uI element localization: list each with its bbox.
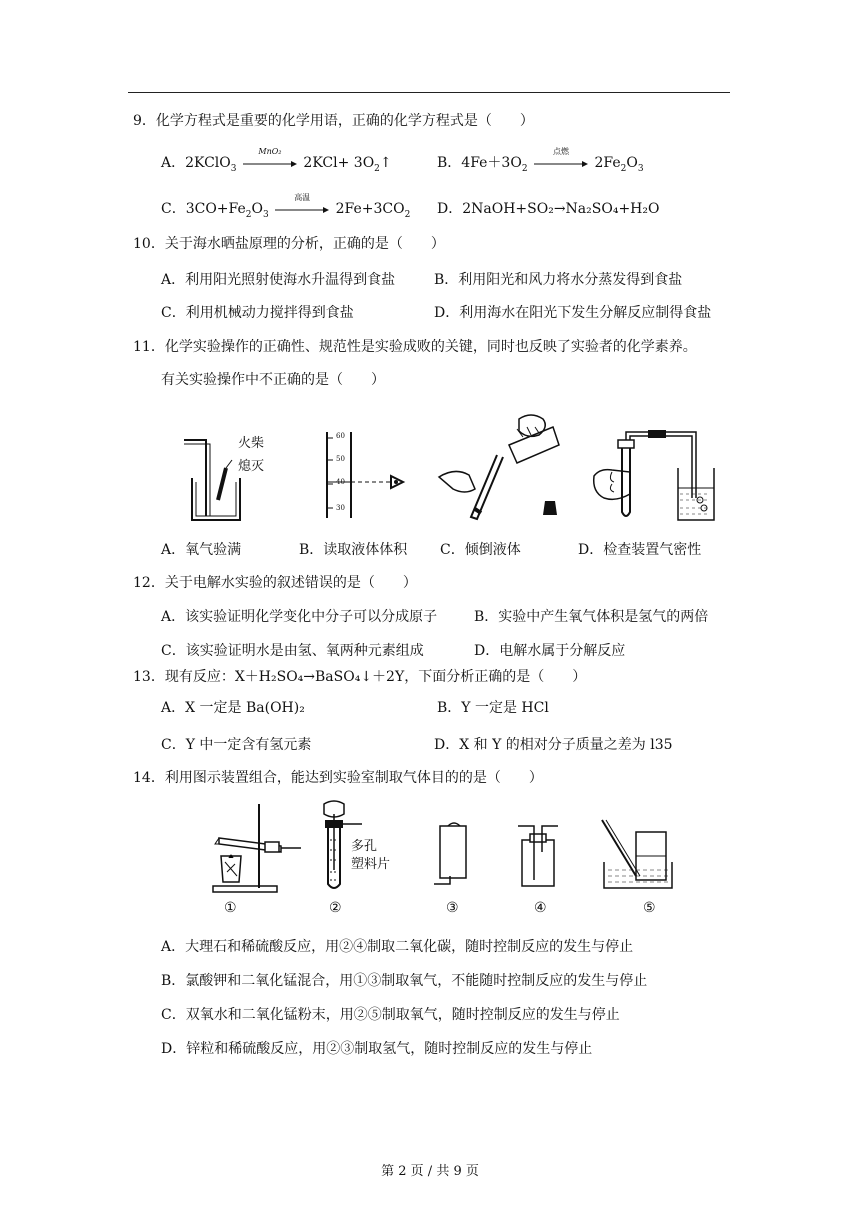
q14-option-d: D．锌粒和稀硫酸反应，用②③制取氢气，随时控制反应的发生与停止 (161, 1041, 593, 1057)
q10-option-b: B．利用阳光和风力将水分蒸发得到食盐 (434, 272, 683, 288)
match-label: 火柴 (238, 436, 265, 451)
q13-option-b: B．Y 一定是 HCl (437, 700, 549, 716)
apparatus-3-figure (430, 822, 480, 892)
q11-stem-line2: 有关实验操作中不正确的是（ ） (161, 372, 385, 388)
header-rule (128, 92, 730, 93)
tick-60: 60 (336, 432, 345, 440)
apparatus-num-4: ④ (534, 900, 547, 916)
q9-option-a: A．2KClO$_3$ MnO₂ $2KCl+ 3O_2↑$ (161, 147, 392, 174)
apparatus-num-3: ③ (446, 900, 459, 916)
q11-option-d: D．检查装置气密性 (578, 542, 702, 558)
q12-option-b: B．实验中产生氧气体积是氢气的两倍 (474, 609, 709, 625)
apparatus-1-figure (205, 800, 305, 896)
q12-stem: 12．关于电解水实验的叙述错误的是（ ） (133, 575, 417, 591)
q10-option-d: D．利用海水在阳光下发生分解反应制得食盐 (434, 305, 712, 321)
page-footer: 第 2 页 / 共 9 页 (381, 1164, 479, 1179)
q9-option-c: C．$3CO+Fe_2O_3$ 高温 $2Fe+3CO_2$ (161, 193, 411, 220)
q10-stem: 10．关于海水晒盐原理的分析，正确的是（ ） (133, 236, 445, 252)
apparatus-4-figure (512, 822, 568, 892)
q11-option-a: A．氧气验满 (161, 542, 242, 558)
apparatus-5-figure (598, 818, 678, 892)
tick-40: 40 (336, 478, 345, 486)
apparatus-num-5: ⑤ (643, 900, 656, 916)
q13-option-a: A．X 一定是 Ba(OH)₂ (161, 700, 305, 716)
pouring-liquid-figure (435, 405, 565, 525)
q14-option-b: B．氯酸钾和二氧化锰混合，用①③制取氧气，不能随时控制反应的发生与停止 (161, 973, 648, 989)
q14-option-a: A．大理石和稀硫酸反应，用②④制取二氧化碳，随时控制反应的发生与停止 (161, 939, 634, 955)
q10-option-a: A．利用阳光照射使海水升温得到食盐 (161, 272, 396, 288)
q13-stem: 13．现有反应：X＋H₂SO₄→BaSO₄↓＋2Y，下面分析正确的是（ ） (133, 669, 587, 685)
q12-option-a: A．该实验证明化学变化中分子可以分成原子 (161, 609, 438, 625)
q9-option-d: D．2NaOH+SO₂→Na₂SO₄+H₂O (437, 201, 660, 217)
reaction-arrow: 高温 (275, 201, 329, 215)
q13-option-d: D．X 和 Y 的相对分子质量之差为 l35 (434, 737, 673, 753)
apparatus-num-2: ② (329, 900, 342, 916)
tick-30: 30 (336, 504, 345, 512)
q9-option-b: B．$4Fe+3O_2$ 点燃 $2Fe_2O_3$ (437, 147, 644, 174)
q14-stem: 14．利用图示装置组合，能达到实验室制取气体目的的是（ ） (133, 770, 543, 786)
q13-option-c: C．Y 中一定含有氢元素 (161, 737, 312, 753)
apparatus-num-1: ① (224, 900, 237, 916)
q12-option-d: D．电解水属于分解反应 (474, 643, 626, 659)
q11-option-c: C．倾倒液体 (440, 542, 521, 558)
q11-stem-line1: 11．化学实验操作的正确性、规范性是实验成败的关键，同时也反映了实验者的化学素养。 (133, 339, 697, 355)
q12-option-c: C．该实验证明水是由氢、氧两种元素组成 (161, 643, 424, 659)
reaction-arrow: MnO₂ (243, 155, 297, 169)
reaction-arrow: 点燃 (534, 155, 588, 169)
tick-50: 50 (336, 455, 345, 463)
q9-stem: 9．化学方程式是重要的化学用语，正确的化学方程式是（ ） (133, 113, 534, 129)
extinguished-label: 熄灭 (238, 459, 265, 474)
q14-option-c: C．双氧水和二氧化锰粉末，用②⑤制取氧气，随时控制反应的发生与停止 (161, 1007, 620, 1023)
q10-option-c: C．利用机械动力搅拌得到食盐 (161, 305, 354, 321)
plastic-sheet-label: 塑料片 (351, 857, 391, 872)
q11-option-b: B．读取液体体积 (299, 542, 408, 558)
airtightness-check-figure (590, 428, 720, 528)
porous-label: 多孔 (351, 839, 378, 854)
